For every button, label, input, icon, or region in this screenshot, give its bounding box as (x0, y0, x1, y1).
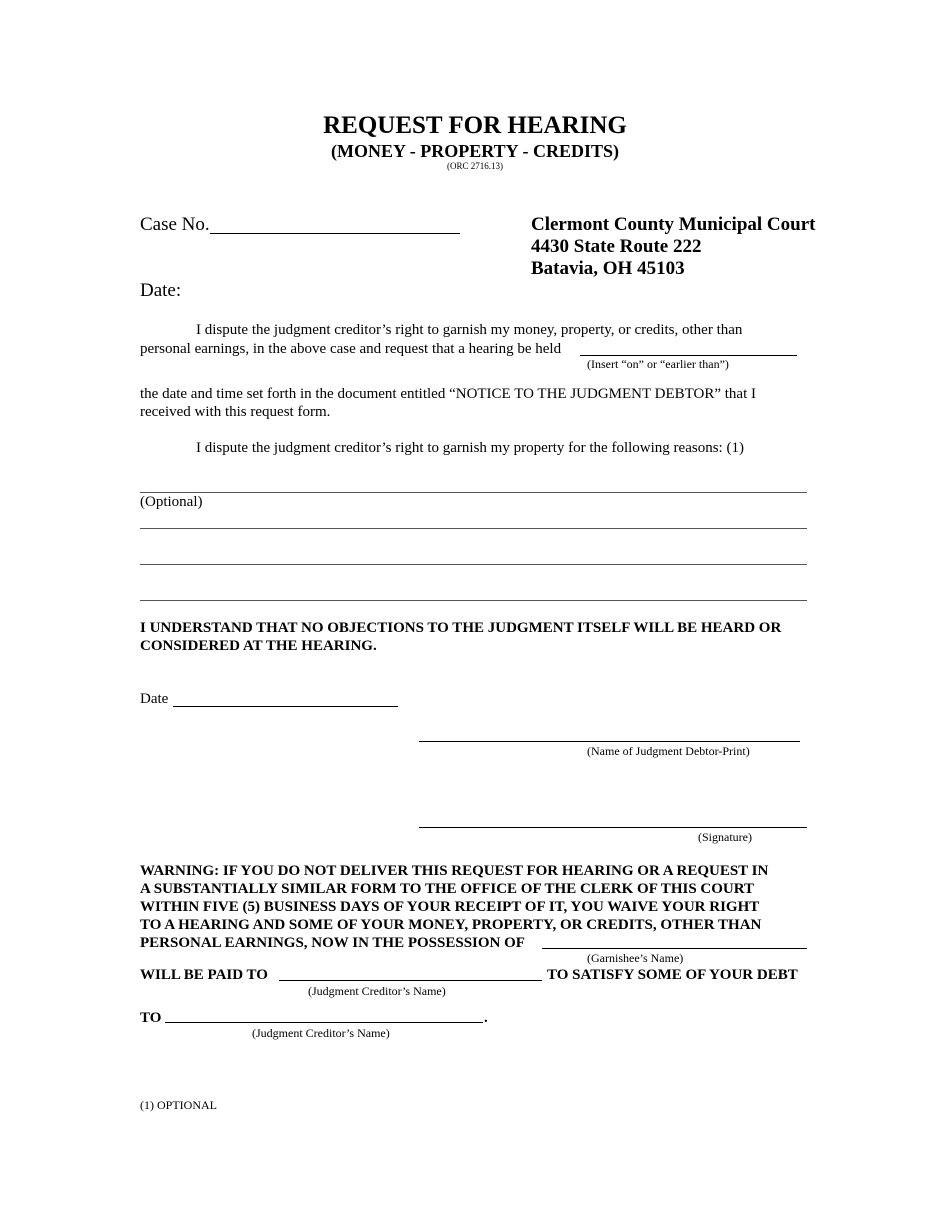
reason-line-1[interactable] (140, 492, 807, 493)
garnishee-name-field[interactable] (542, 948, 807, 949)
creditor-caption-2: (Judgment Creditor’s Name) (252, 1026, 390, 1040)
court-city: Batavia, OH 45103 (531, 258, 685, 279)
warning-line-2: A SUBSTANTIALLY SIMILAR FORM TO THE OFFICE OF THE CLERK OF THIS COURT (140, 881, 755, 897)
paragraph-2-line-1: the date and time set forth in the document entitled “NOTICE TO THE JUDGMENT DEBTOR” that I (140, 386, 756, 402)
satisfy-debt-label: TO SATISFY SOME OF YOUR DEBT (547, 967, 798, 983)
paragraph-3: I dispute the judgment creditor’s right to garnish my property for the following reasons: (1) (196, 440, 744, 456)
reason-line-3[interactable] (140, 564, 807, 565)
creditor-name-field-1[interactable] (279, 980, 542, 981)
signature-field[interactable] (419, 827, 807, 828)
paid-to-label: WILL BE PAID TO (140, 967, 268, 983)
reason-line-2[interactable] (140, 528, 807, 529)
reason-line-4[interactable] (140, 600, 807, 601)
debtor-name-caption: (Name of Judgment Debtor-Print) (587, 744, 750, 758)
creditor-caption-1: (Judgment Creditor’s Name) (308, 984, 446, 998)
insert-hint: (Insert “on” or “earlier than”) (587, 357, 729, 371)
debtor-name-field[interactable] (419, 741, 800, 742)
form-title: REQUEST FOR HEARING (323, 112, 627, 139)
court-street: 4430 State Route 222 (531, 236, 702, 257)
garnishee-caption: (Garnishee’s Name) (587, 951, 684, 965)
court-name: Clermont County Municipal Court (531, 214, 816, 235)
period-mark: . (484, 1010, 488, 1026)
warning-line-1: WARNING: IF YOU DO NOT DELIVER THIS REQUEST FOR HEARING OR A REQUEST IN (140, 863, 769, 879)
warning-line-5: PERSONAL EARNINGS, NOW IN THE POSSESSION OF (140, 935, 525, 951)
creditor-name-field-2[interactable] (165, 1022, 483, 1023)
warning-line-4: TO A HEARING AND SOME OF YOUR MONEY, PROPERTY, OR CREDITS, OTHER THAN (140, 917, 762, 933)
statute-reference: (ORC 2716.13) (447, 161, 503, 171)
case-number-field[interactable] (210, 233, 460, 234)
case-number-label: Case No. (140, 214, 210, 235)
understand-line-1: I UNDERSTAND THAT NO OBJECTIONS TO THE JUDGMENT ITSELF WILL BE HEARD OR (140, 620, 782, 636)
form-subtitle: (MONEY - PROPERTY - CREDITS) (330, 141, 620, 161)
date-label: Date: (140, 280, 182, 301)
to-label: TO (140, 1010, 162, 1026)
footnote: (1) OPTIONAL (140, 1098, 217, 1112)
warning-line-3: WITHIN FIVE (5) BUSINESS DAYS OF YOUR RECEIPT OF IT, YOU WAIVE YOUR RIGHT (140, 899, 760, 915)
understand-line-2: CONSIDERED AT THE HEARING. (140, 638, 377, 654)
paragraph-1-line-2: personal earnings, in the above case and request that a hearing be held (140, 341, 562, 357)
signature-date-label: Date (140, 691, 169, 707)
hearing-timing-field[interactable] (580, 355, 797, 356)
signature-date-field[interactable] (173, 706, 398, 707)
signature-caption: (Signature) (698, 830, 752, 844)
paragraph-2-line-2: received with this request form. (140, 404, 331, 420)
optional-label: (Optional) (140, 494, 203, 510)
paragraph-1-line-1: I dispute the judgment creditor’s right to garnish my money, property, or credits, other than (196, 322, 743, 338)
